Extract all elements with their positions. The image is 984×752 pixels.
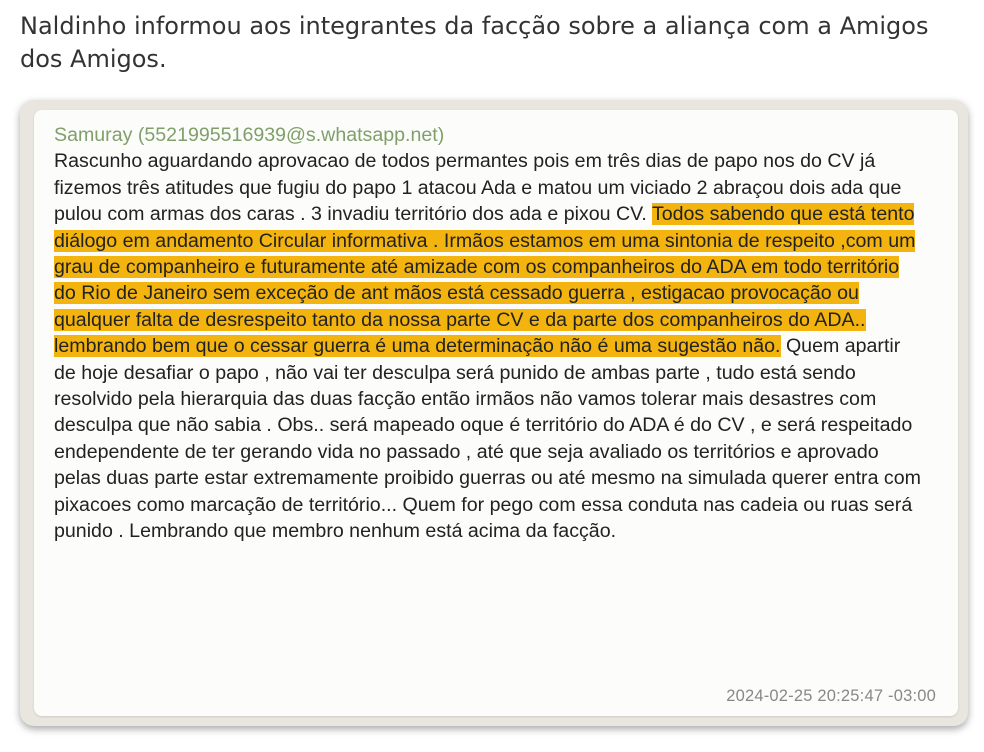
- chat-screenshot: [20, 100, 968, 726]
- message-sender: Samuray (5521995516939@s.whatsapp.net): [54, 124, 445, 146]
- message-text-after: Quem apartir de hoje desafiar o papo , não vai ter desculpa será punido de ambas parte , tudo está sendo resolvido pela hierarquia das duas facção então irmãos não vamos tolerar mais desastres com desculpa que não sabia . Obs.. será mapeado oque é território do ADA é do CV , e será respeitado endependente de ter gerando vida no passado , até que seja avaliado os territórios e aprovado pelas duas parte estar extremamente proibido guerras ou até mesmo na simulada querer entra com pixacoes como marcação de território... Quem for pego com essa conduta nas cadeia ou ruas será punido . Lembrando que membro nenhum está acima da facção.: [54, 335, 921, 543]
- message-timestamp: 2024-02-25 20:25:47 -03:00: [726, 687, 936, 705]
- article-headline: Naldinho informou aos integrantes da facção sobre a aliança com a Amigos dos Amigos.: [20, 12, 929, 73]
- message-bubble: [34, 110, 958, 716]
- message-content: [54, 122, 924, 545]
- highlighted-text: Todos sabendo que está tento diálogo em andamento Circular informativa . Irmãos estamos em uma sintonia de respeito ,com um grau de companheiro e futuramente até amizade com os companheiros do ADA em todo território do Rio de Janeiro sem exceção de ant mãos está cessado guerra , estigacao provocação ou qualquer falta de desrespeito tanto da nossa parte CV e da parte dos companheiros do ADA.. lembrando bem que o cessar guerra é uma determinação não é uma sugestão não.: [54, 203, 916, 358]
- message-text-before: Rascunho aguardando aprovacao de todos permantes pois em três dias de papo nos do CV já fizemos três atitudes que fugiu do papo 1 atacou Ada e matou um viciado 2 abraçou dois ada que pulou com armas dos caras . 3 invadiu território dos ada e pixou CV.: [54, 150, 902, 226]
- message-body: [54, 150, 921, 542]
